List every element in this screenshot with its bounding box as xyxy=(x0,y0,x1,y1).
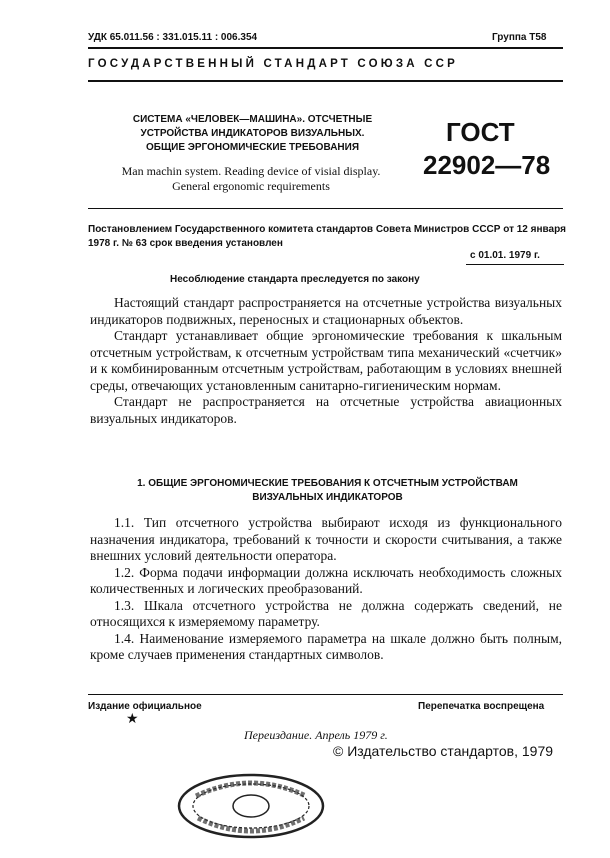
system-title-line: ОБЩИЕ ЭРГОНОМИЧЕСКИЕ ТРЕБОВАНИЯ xyxy=(145,142,360,153)
gost-number: 22902—78 xyxy=(423,150,551,180)
intro-paragraph: Настоящий стандарт распространяется на отсчетные устройства визуальных индикаторов подвижных, переносных и стационарных объектов. xyxy=(90,295,562,327)
section-heading xyxy=(95,477,560,505)
date-underline xyxy=(466,264,564,265)
udk-code: УДК 65.011.56 : 331.015.11 : 006.354 xyxy=(88,32,258,43)
clause-paragraph: 1.3. Шкала отсчетного устройства не должна содержать сведений, не относящихся к измеряемому параметру. xyxy=(90,597,562,629)
english-title xyxy=(92,164,410,194)
english-title-line: Man machin system. Reading device of visial display. xyxy=(121,164,381,178)
effective-date: с 01.01. 1979 г. xyxy=(470,250,540,261)
decree-text: Постановлением Государственного комитета стандартов Совета Министров СССР от 12 января 1978 г. № 63 срок введения установлен xyxy=(88,224,566,249)
clause-paragraph: 1.2. Форма подачи информации должна исключать необходимость сложных количественных и логических преобразований. xyxy=(90,564,562,596)
top-rule xyxy=(88,47,563,49)
clause-paragraph: 1.4. Наименование измеряемого параметра на шкале должно быть полным, кроме случаев применения стандартных символов. xyxy=(90,630,562,662)
intro-paragraph: Стандарт устанавливает общие эргономические требования к шкальным отсчетным устройствам, к отсчетным устройствам типа механический «счетчик» и к комбинированным отсчетным устройствам, работающим в условиях внешней среды, отвечающих установленным санитарно-гигиеническим нормам. xyxy=(90,328,562,393)
reprint-prohibited: Перепечатка воспрещена xyxy=(418,701,545,712)
intro-block xyxy=(90,295,562,427)
legal-warning: Несоблюдение стандарта преследуется по закону xyxy=(170,274,420,285)
section-body xyxy=(90,515,562,664)
official-edition: Издание официальное xyxy=(88,701,202,712)
section-heading-line: ВИЗУАЛЬНЫХ ИНДИКАТОРОВ xyxy=(252,492,403,503)
reissue-note: Переиздание. Апрель 1979 г. xyxy=(244,728,388,742)
gost-label: ГОСТ xyxy=(446,117,515,147)
system-title xyxy=(100,113,405,155)
banner-rule xyxy=(88,80,563,82)
system-title-line: УСТРОЙСТВА ИНДИКАТОРОВ ВИЗУАЛЬНЫХ. xyxy=(140,128,365,139)
intro-paragraph: Стандарт не распространяется на отсчетные устройства авиационных визуальных индикаторов. xyxy=(90,394,562,426)
system-title-line: СИСТЕМА «ЧЕЛОВЕК—МАШИНА». ОТСЧЕТНЫЕ xyxy=(132,114,373,125)
english-title-line: General ergonomic requirements xyxy=(172,179,330,193)
footer-rule xyxy=(88,694,563,695)
copyright-line: © Издательство стандартов, 1979 xyxy=(333,743,554,759)
gos-standard-banner: ГОСУДАРСТВЕННЫЙ СТАНДАРТ СОЮЗА ССР xyxy=(88,58,459,70)
section-heading-line: 1. ОБЩИЕ ЭРГОНОМИЧЕСКИЕ ТРЕБОВАНИЯ К ОТСЧЕТНЫМ УСТРОЙСТВАМ xyxy=(137,478,518,489)
library-stamp-icon xyxy=(176,772,326,840)
star-icon: ★ xyxy=(126,712,139,727)
clause-paragraph: 1.1. Тип отсчетного устройства выбирают исходя из функционального назначения индикатора, требований к точности и скорости считывания, а также внешних условий деятельности оператора. xyxy=(90,515,562,563)
group-code: Группа Т58 xyxy=(492,32,547,43)
title-rule xyxy=(88,208,563,209)
